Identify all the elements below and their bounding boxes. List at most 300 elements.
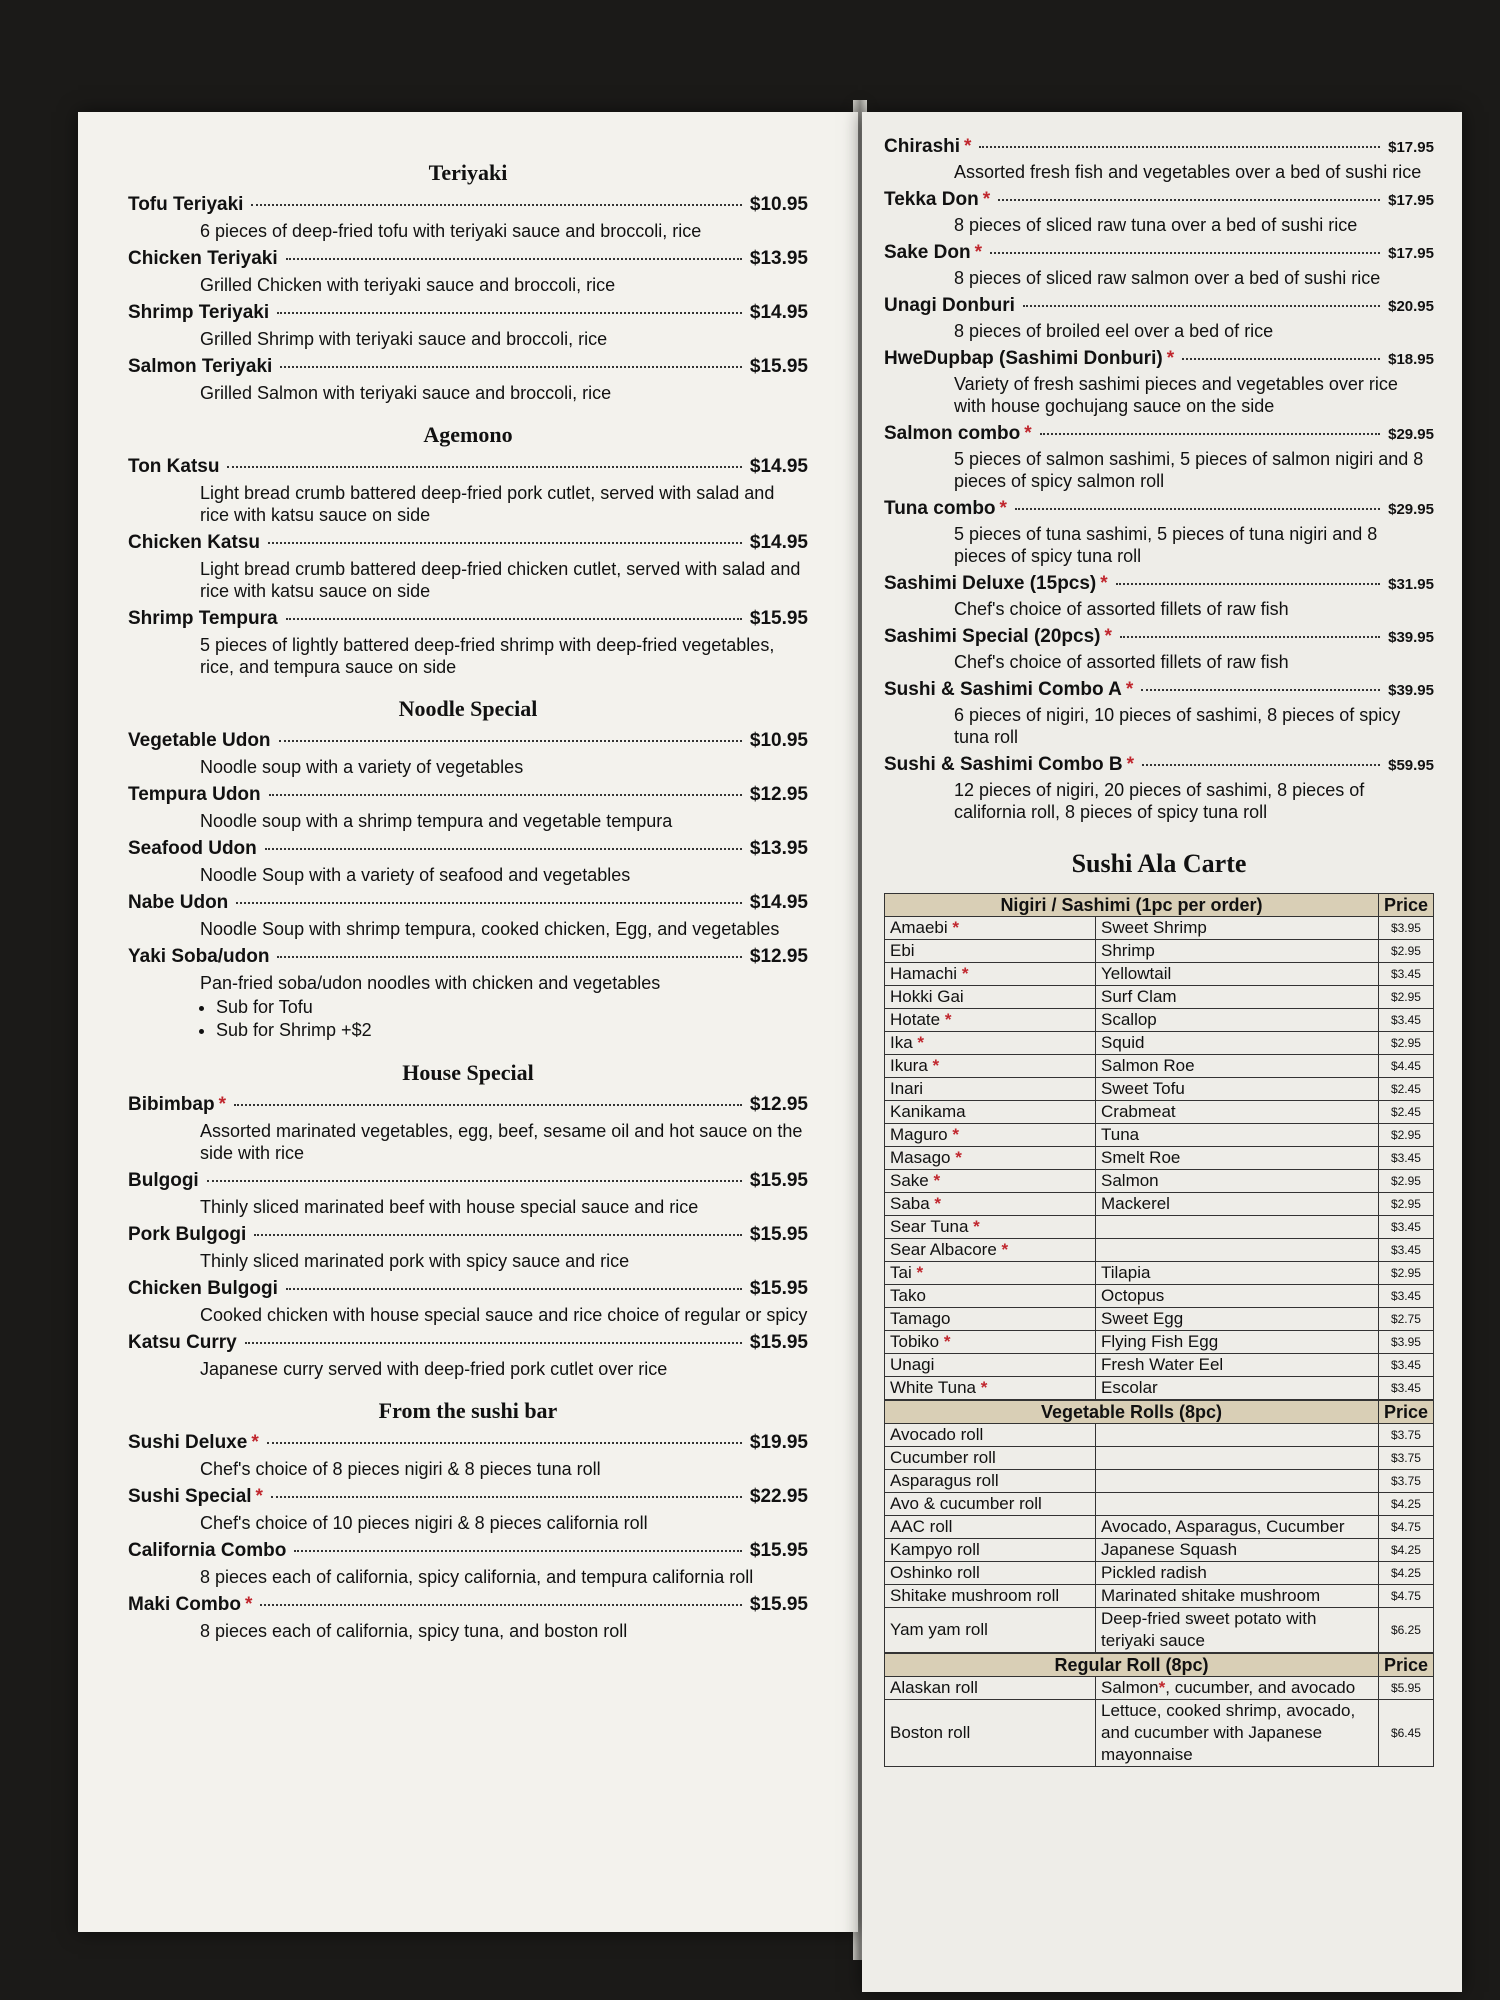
- nigiri-row: [885, 940, 1434, 963]
- item-description: 8 pieces of broiled eel over a bed of rice: [954, 321, 1274, 341]
- nigiri-name: Masago: [890, 1148, 951, 1167]
- roll-name: Avo & cucumber roll: [885, 1493, 1096, 1516]
- menu-item: [128, 1332, 808, 1380]
- nigiri-price: $2.95: [1378, 1193, 1433, 1216]
- vegetable-roll-row: [885, 1424, 1434, 1447]
- nigiri-row: [885, 986, 1434, 1009]
- section-title: House Special: [402, 1060, 534, 1085]
- roll-price: $6.45: [1378, 1700, 1433, 1767]
- nigiri-row: [885, 963, 1434, 986]
- nigiri-row: [885, 1331, 1434, 1354]
- item-description: Pan-fried soba/udon noodles with chicken and vegetables: [200, 973, 661, 993]
- menu-item: [884, 295, 1434, 342]
- nigiri-name: Amaebi: [890, 918, 948, 937]
- item-price: $18.95: [1388, 351, 1434, 368]
- nigiri-english-name: Squid: [1096, 1032, 1379, 1055]
- nigiri-english-name: Salmon Roe: [1096, 1055, 1379, 1078]
- item-description: Assorted fresh fish and vegetables over a bed of sushi rice: [954, 162, 1422, 182]
- nigiri-english-name: Octopus: [1096, 1285, 1379, 1308]
- nigiri-english-name: Scallop: [1096, 1009, 1379, 1032]
- item-name: Maki Combo: [128, 1594, 241, 1615]
- menu-item: [128, 784, 808, 832]
- dot-leader: [979, 146, 1380, 148]
- roll-description: Pickled radish: [1096, 1562, 1379, 1585]
- roll-description: [1096, 1447, 1379, 1470]
- menu-item-line: [884, 498, 1434, 520]
- nigiri-price: $3.45: [1378, 1009, 1433, 1032]
- item-name: Unagi Donburi: [884, 295, 1015, 316]
- nigiri-english-name: Tuna: [1096, 1124, 1379, 1147]
- menu-item: [128, 456, 808, 526]
- nigiri-name: Hotate: [890, 1010, 941, 1029]
- roll-description: Salmon: [1101, 1678, 1159, 1697]
- menu-item-line: [884, 626, 1434, 648]
- section-title: Noodle Special: [398, 696, 538, 721]
- item-price: $22.95: [749, 1486, 808, 1507]
- item-name: Pork Bulgogi: [128, 1224, 247, 1245]
- nigiri-row: [885, 1308, 1434, 1331]
- menu-item: [884, 242, 1434, 289]
- item-price: $13.95: [749, 838, 808, 859]
- roll-name: Shitake mushroom roll: [885, 1585, 1096, 1608]
- nigiri-name: Maguro: [890, 1125, 948, 1144]
- raw-star-icon: *: [947, 918, 959, 937]
- item-price: $14.95: [749, 456, 808, 477]
- raw-star-icon: *: [1158, 1678, 1166, 1697]
- nigiri-english-name: Crabmeat: [1096, 1101, 1379, 1124]
- nigiri-name-cell: [885, 1055, 1096, 1078]
- nigiri-name: Sake: [890, 1171, 929, 1190]
- item-name: Sashimi Special (20pcs): [884, 626, 1101, 647]
- nigiri-price: $2.95: [1378, 1124, 1433, 1147]
- item-name: HweDupbap (Sashimi Donburi): [884, 348, 1163, 369]
- roll-description: [1096, 1424, 1379, 1447]
- item-name: Nabe Udon: [128, 892, 229, 913]
- nigiri-name: Tako: [890, 1286, 926, 1305]
- item-price: $12.95: [749, 784, 808, 805]
- menu-item-line: [128, 1540, 808, 1562]
- raw-star-icon: *: [244, 1594, 253, 1615]
- nigiri-row: [885, 1078, 1434, 1101]
- nigiri-english-name: Escolar: [1096, 1377, 1379, 1400]
- dot-leader: [286, 258, 742, 260]
- item-price: $10.95: [749, 730, 808, 751]
- item-price: $19.95: [749, 1432, 808, 1453]
- dot-leader: [279, 740, 742, 742]
- item-description: Noodle Soup with a variety of seafood and vegetables: [200, 865, 631, 885]
- roll-price: $6.25: [1378, 1608, 1433, 1653]
- regular-roll-row: [885, 1700, 1434, 1767]
- item-price: $15.95: [749, 1278, 808, 1299]
- item-description: Noodle soup with a shrimp tempura and vegetable tempura: [200, 811, 673, 831]
- menu-item: [128, 1432, 808, 1480]
- nigiri-price: $2.75: [1378, 1308, 1433, 1331]
- nigiri-name-cell: [885, 1377, 1096, 1400]
- menu-item-line: [128, 456, 808, 478]
- dot-leader: [1141, 689, 1380, 691]
- raw-star-icon: *: [982, 189, 991, 210]
- menu-item: [884, 754, 1434, 823]
- item-description: Assorted marinated vegetables, egg, beef, sesame oil and hot sauce on the side with rice: [200, 1121, 803, 1163]
- item-price: $15.95: [749, 1332, 808, 1353]
- item-name: Shrimp Tempura: [128, 608, 278, 629]
- dot-leader: [234, 1104, 742, 1106]
- nigiri-english-name: Mackerel: [1096, 1193, 1379, 1216]
- menu-item: [128, 1486, 808, 1534]
- nigiri-name: Hamachi: [890, 964, 958, 983]
- dot-leader: [1120, 636, 1380, 638]
- nigiri-name: Tobiko: [890, 1332, 940, 1351]
- menu-item: [128, 1094, 808, 1164]
- alacarte-title: Sushi Ala Carte: [1071, 849, 1247, 878]
- item-price: $12.95: [749, 1094, 808, 1115]
- item-description: 8 pieces of sliced raw tuna over a bed of sushi rice: [954, 215, 1358, 235]
- nigiri-name-cell: [885, 1216, 1096, 1239]
- item-description: 5 pieces of lightly battered deep-fried shrimp with deep-fried vegetables, rice, and tempura sauce on side: [200, 635, 775, 677]
- item-price: $39.95: [1388, 682, 1434, 699]
- menu-item-line: [128, 1432, 808, 1454]
- menu-item: [128, 730, 808, 778]
- item-name: Seafood Udon: [128, 838, 257, 859]
- raw-star-icon: *: [940, 1010, 952, 1029]
- item-name: Tekka Don: [884, 189, 979, 210]
- veg-header: Vegetable Rolls (8pc): [885, 1401, 1379, 1424]
- nigiri-name: Tai: [890, 1263, 912, 1282]
- dot-leader: [286, 618, 742, 620]
- dot-leader: [245, 1342, 742, 1344]
- nigiri-english-name: Salmon: [1096, 1170, 1379, 1193]
- raw-star-icon: *: [974, 242, 982, 263]
- menu-item: [884, 626, 1434, 673]
- nigiri-english-name: Flying Fish Egg: [1096, 1331, 1379, 1354]
- item-description: Chef's choice of 10 pieces nigiri & 8 pieces california roll: [200, 1513, 648, 1533]
- nigiri-price: $3.45: [1378, 1377, 1433, 1400]
- item-name: Shrimp Teriyaki: [128, 302, 270, 323]
- nigiri-row: [885, 1147, 1434, 1170]
- raw-star-icon: *: [251, 1432, 259, 1453]
- dot-leader: [254, 1234, 742, 1236]
- item-price: $31.95: [1388, 576, 1434, 593]
- roll-name: Boston roll: [885, 1700, 1096, 1767]
- section-title: From the sushi bar: [378, 1398, 558, 1423]
- nigiri-name-cell: [885, 1308, 1096, 1331]
- dot-leader: [990, 252, 1380, 254]
- nigiri-name-cell: [885, 1124, 1096, 1147]
- nigiri-price: $4.45: [1378, 1055, 1433, 1078]
- nigiri-english-name: [1096, 1216, 1379, 1239]
- raw-star-icon: *: [912, 1033, 925, 1052]
- menu-item-line: [128, 1486, 808, 1508]
- nigiri-row: [885, 1032, 1434, 1055]
- nigiri-name: White Tuna: [890, 1378, 976, 1397]
- dot-leader: [1040, 433, 1381, 435]
- dot-leader: [1182, 358, 1380, 360]
- nigiri-name: Inari: [890, 1079, 924, 1098]
- item-description: Chef's choice of 8 pieces nigiri & 8 pieces tuna roll: [200, 1459, 601, 1479]
- nigiri-name-cell: [885, 1170, 1096, 1193]
- nigiri-row: [885, 1354, 1434, 1377]
- item-description: 8 pieces each of california, spicy california, and tempura california roll: [200, 1567, 754, 1587]
- item-description: Cooked chicken with house special sauce and rice choice of regular or spicy: [200, 1305, 808, 1325]
- item-price: $29.95: [1388, 501, 1434, 518]
- item-description: Grilled Chicken with teriyaki sauce and broccoli, rice: [200, 275, 616, 295]
- menu-item-line: [128, 1332, 808, 1354]
- item-description: Noodle Soup with shrimp tempura, cooked chicken, Egg, and vegetables: [200, 919, 780, 939]
- nigiri-row: [885, 1170, 1434, 1193]
- roll-price: $3.75: [1378, 1424, 1433, 1447]
- nigiri-row: [885, 1101, 1434, 1124]
- dot-leader: [271, 1496, 742, 1498]
- item-name: Salmon Teriyaki: [128, 356, 273, 377]
- regular-header: Regular Roll (8pc): [885, 1654, 1379, 1677]
- roll-name: Yam yam roll: [885, 1608, 1096, 1653]
- item-name: Sake Don: [884, 242, 971, 263]
- nigiri-english-name: Tilapia: [1096, 1262, 1379, 1285]
- item-price: $10.95: [749, 194, 808, 215]
- item-price: $15.95: [749, 1170, 808, 1191]
- item-name: Sushi Special: [128, 1486, 252, 1507]
- vegetable-rolls-table: [884, 1400, 1434, 1653]
- dot-leader: [998, 199, 1380, 201]
- dot-leader: [1023, 305, 1380, 307]
- nigiri-name: Sear Albacore: [890, 1240, 997, 1259]
- nigiri-price: $2.95: [1378, 986, 1433, 1009]
- nigiri-english-name: Surf Clam: [1096, 986, 1379, 1009]
- item-price: $15.95: [749, 1594, 808, 1615]
- nigiri-price: $3.45: [1378, 963, 1433, 986]
- item-price: $29.95: [1388, 426, 1434, 443]
- item-price: $17.95: [1388, 139, 1434, 156]
- menu-item-line: [884, 573, 1434, 595]
- item-description: Light bread crumb battered deep-fried pork cutlet, served with salad and rice with katsu sauce on side: [200, 483, 775, 525]
- item-name: Tofu Teriyaki: [128, 194, 244, 215]
- vegetable-roll-row: [885, 1585, 1434, 1608]
- item-price: $14.95: [749, 532, 808, 553]
- item-price: $20.95: [1388, 298, 1434, 315]
- nigiri-name: Sear Tuna: [890, 1217, 969, 1236]
- item-description: Chef's choice of assorted fillets of raw fish: [954, 652, 1289, 672]
- vegetable-roll-row: [885, 1516, 1434, 1539]
- section-title: Teriyaki: [428, 160, 508, 185]
- raw-star-icon: *: [1166, 348, 1175, 369]
- menu-item-line: [128, 892, 808, 914]
- item-price: $15.95: [749, 1540, 808, 1561]
- vegetable-roll-row: [885, 1562, 1434, 1585]
- roll-description: Deep-fried sweet potato with teriyaki sauce: [1096, 1608, 1379, 1653]
- nigiri-row: [885, 1285, 1434, 1308]
- item-description: Light bread crumb battered deep-fried chicken cutlet, served with salad and rice with katsu sauce on side: [200, 559, 801, 601]
- menu-item: [884, 348, 1434, 417]
- item-price: $17.95: [1388, 245, 1434, 262]
- menu-item: [128, 302, 808, 350]
- item-description: 5 pieces of salmon sashimi, 5 pieces of salmon nigiri and 8 pieces of spicy salmon roll: [954, 449, 1424, 491]
- nigiri-english-name: Sweet Egg: [1096, 1308, 1379, 1331]
- raw-star-icon: *: [950, 1148, 962, 1167]
- regular-price-header: Price: [1378, 1654, 1433, 1677]
- menu-item: [884, 136, 1434, 183]
- item-name: Tempura Udon: [128, 784, 261, 805]
- item-name: Chicken Bulgogi: [128, 1278, 278, 1299]
- menu-item: [128, 1224, 808, 1272]
- raw-star-icon: *: [218, 1094, 226, 1115]
- item-price: $39.95: [1388, 629, 1434, 646]
- raw-star-icon: *: [968, 1217, 980, 1236]
- raw-star-icon: *: [928, 1171, 941, 1190]
- nigiri-name: Ika: [890, 1033, 913, 1052]
- menu-item: [128, 1278, 808, 1326]
- menu-item: [128, 1540, 808, 1588]
- item-description: 6 pieces of deep-fried tofu with teriyaki sauce and broccoli, rice: [200, 221, 702, 241]
- nigiri-name-cell: [885, 1193, 1096, 1216]
- dot-leader: [269, 794, 742, 796]
- menu-item: [128, 248, 808, 296]
- dot-leader: [294, 1550, 742, 1552]
- nigiri-name-cell: [885, 1078, 1096, 1101]
- dot-leader: [267, 1442, 742, 1444]
- item-name: Vegetable Udon: [128, 730, 271, 751]
- menu-item-line: [884, 242, 1434, 264]
- dot-leader: [1116, 583, 1380, 585]
- nigiri-price-header: Price: [1378, 894, 1433, 917]
- section-title: Agemono: [423, 422, 513, 447]
- item-description: 5 pieces of tuna sashimi, 5 pieces of tuna nigiri and 8 pieces of spicy tuna roll: [954, 524, 1378, 566]
- item-description: Chef's choice of assorted fillets of raw fish: [954, 599, 1289, 619]
- menu-item-line: [884, 136, 1434, 158]
- menu-item: [128, 532, 808, 602]
- item-description: Grilled Shrimp with teriyaki sauce and broccoli, rice: [200, 329, 608, 349]
- roll-price: $4.25: [1378, 1493, 1433, 1516]
- nigiri-name-cell: [885, 963, 1096, 986]
- menu-right-page: [862, 112, 1462, 1992]
- nigiri-price: $2.95: [1378, 1032, 1433, 1055]
- menu-item-line: [884, 679, 1434, 701]
- nigiri-price: $2.95: [1378, 1170, 1433, 1193]
- dot-leader: [251, 204, 741, 206]
- item-price: $15.95: [749, 356, 808, 377]
- item-name: Katsu Curry: [128, 1332, 237, 1353]
- nigiri-row: [885, 1262, 1434, 1285]
- nigiri-table: [884, 893, 1434, 1400]
- menu-item-line: [128, 1170, 808, 1192]
- roll-name: Oshinko roll: [885, 1562, 1096, 1585]
- menu-item-line: [128, 194, 808, 216]
- raw-star-icon: *: [255, 1486, 263, 1507]
- item-price: $14.95: [749, 302, 808, 323]
- item-description: 8 pieces of sliced raw salmon over a bed of sushi rice: [954, 268, 1381, 288]
- raw-star-icon: *: [1125, 679, 1134, 700]
- nigiri-english-name: Shrimp: [1096, 940, 1379, 963]
- dot-leader: [1142, 764, 1380, 766]
- raw-star-icon: *: [996, 1240, 1009, 1259]
- nigiri-price: $3.45: [1378, 1216, 1433, 1239]
- nigiri-price: $3.45: [1378, 1354, 1433, 1377]
- dot-leader: [236, 902, 742, 904]
- menu-item-line: [128, 838, 808, 860]
- item-price: $15.95: [749, 1224, 808, 1245]
- roll-price: $4.75: [1378, 1585, 1433, 1608]
- roll-description: [1096, 1493, 1379, 1516]
- nigiri-price: $3.45: [1378, 1239, 1433, 1262]
- nigiri-row: [885, 1216, 1434, 1239]
- substitution-option: • Sub for Shrimp +$2: [216, 1019, 808, 1042]
- nigiri-price: $3.45: [1378, 1285, 1433, 1308]
- item-price: $15.95: [749, 608, 808, 629]
- roll-description-cell: [1096, 1677, 1379, 1700]
- roll-price: $3.75: [1378, 1470, 1433, 1493]
- roll-name: Kampyo roll: [885, 1539, 1096, 1562]
- dot-leader: [207, 1180, 742, 1182]
- raw-star-icon: *: [911, 1263, 924, 1282]
- item-description: Variety of fresh sashimi pieces and vegetables over rice with house gochujang sauce on the side: [954, 374, 1398, 416]
- nigiri-row: [885, 917, 1434, 940]
- nigiri-price: $3.95: [1378, 1331, 1433, 1354]
- nigiri-row: [885, 1239, 1434, 1262]
- menu-item: [128, 1170, 808, 1218]
- roll-price: $4.75: [1378, 1516, 1433, 1539]
- raw-star-icon: *: [929, 1194, 942, 1213]
- roll-name: Cucumber roll: [885, 1447, 1096, 1470]
- menu-item: [128, 194, 808, 242]
- nigiri-price: $3.45: [1378, 1147, 1433, 1170]
- nigiri-name-cell: [885, 917, 1096, 940]
- raw-star-icon: *: [957, 964, 969, 983]
- menu-item: [128, 1594, 808, 1642]
- item-description: Noodle soup with a variety of vegetables: [200, 757, 524, 777]
- item-name: Yaki Soba/udon: [128, 946, 270, 967]
- menu-item-line: [884, 754, 1434, 776]
- menu-item: [884, 679, 1434, 748]
- item-description: 8 pieces each of california, spicy tuna, and boston roll: [200, 1621, 628, 1641]
- raw-star-icon: *: [1100, 573, 1108, 594]
- item-name: Ton Katsu: [128, 456, 220, 477]
- nigiri-row: [885, 1124, 1434, 1147]
- item-name: Bibimbap: [128, 1094, 215, 1115]
- roll-description: Avocado, Asparagus, Cucumber: [1096, 1516, 1379, 1539]
- item-name: Sushi Deluxe: [128, 1432, 248, 1453]
- item-description: Thinly sliced marinated pork with spicy sauce and rice: [200, 1251, 630, 1271]
- item-price: $12.95: [749, 946, 808, 967]
- roll-description: [1096, 1470, 1379, 1493]
- menu-item-line: [128, 1278, 808, 1300]
- roll-description-rest: , cucumber, and avocado: [1165, 1678, 1356, 1697]
- menu-item-line: [128, 248, 808, 270]
- menu-item-line: [884, 348, 1434, 370]
- menu-item-line: [128, 1224, 808, 1246]
- roll-name: Avocado roll: [885, 1424, 1096, 1447]
- dot-leader: [286, 1288, 742, 1290]
- nigiri-price: $3.95: [1378, 917, 1433, 940]
- item-price: $14.95: [749, 892, 808, 913]
- nigiri-row: [885, 1009, 1434, 1032]
- item-name: Sushi & Sashimi Combo B: [884, 754, 1123, 775]
- substitution-option: • Sub for Tofu: [216, 996, 808, 1019]
- nigiri-row: [885, 1377, 1434, 1400]
- item-description: 6 pieces of nigiri, 10 pieces of sashimi, 8 pieces of spicy tuna roll: [954, 705, 1401, 747]
- vegetable-roll-row: [885, 1608, 1434, 1653]
- roll-price: $4.25: [1378, 1562, 1433, 1585]
- roll-description: Lettuce, cooked shrimp, avocado, and cucumber with Japanese mayonnaise: [1101, 1701, 1356, 1764]
- item-name: Chirashi: [884, 136, 961, 157]
- nigiri-name-cell: [885, 1239, 1096, 1262]
- nigiri-price: $2.95: [1378, 1262, 1433, 1285]
- raw-star-icon: *: [1126, 754, 1134, 775]
- item-name: California Combo: [128, 1540, 287, 1561]
- nigiri-name: Tamago: [890, 1309, 951, 1328]
- menu-item: [128, 946, 808, 1042]
- dot-leader: [277, 312, 742, 314]
- nigiri-name-cell: [885, 1101, 1096, 1124]
- item-price: $17.95: [1388, 192, 1434, 209]
